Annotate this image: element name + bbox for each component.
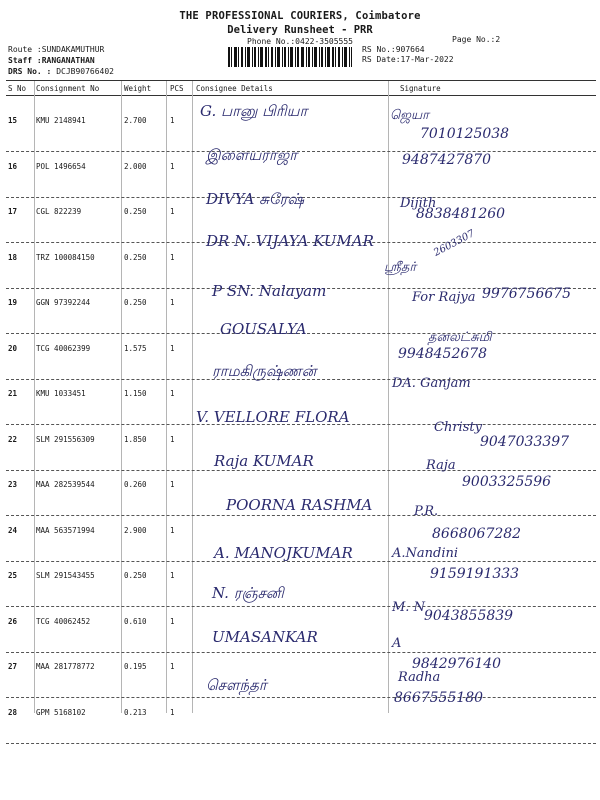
row-sno: 24 <box>8 526 18 535</box>
row-weight: 2.000 <box>124 162 147 171</box>
col-signature: Signature <box>400 84 441 93</box>
row-consignment-no: TCG 40062399 <box>36 344 91 353</box>
row-weight: 0.250 <box>124 298 147 307</box>
signature-handwriting: A <box>392 636 402 651</box>
row-sno: 17 <box>8 207 18 216</box>
phone-handwriting: 9043855839 <box>424 608 514 624</box>
phone-handwriting: 9948452678 <box>398 346 488 362</box>
drs-value: DCJB90766402 <box>56 67 114 76</box>
row-consignment-no: TRZ 100084150 <box>36 253 95 262</box>
row-sno: 22 <box>8 435 18 444</box>
row-pcs: 1 <box>170 389 175 398</box>
consignee-handwriting: DIVYA சுரேஷ் <box>206 190 305 208</box>
row-weight: 0.260 <box>124 480 147 489</box>
row-sno: 20 <box>8 344 18 353</box>
signature-handwriting: Dijith <box>400 196 437 211</box>
signature-handwriting: Radha <box>398 670 441 685</box>
col-pcs: PCS <box>170 84 184 93</box>
row-sno: 16 <box>8 162 18 171</box>
header-top-rule <box>6 80 596 81</box>
col-consignment: Consignment No <box>36 84 100 93</box>
signature-handwriting: DA. Ganjam <box>392 376 471 391</box>
header-bottom-rule <box>6 95 596 96</box>
row-sno: 23 <box>8 480 18 489</box>
row-consignment-no: KMU 2148941 <box>36 116 86 125</box>
row-weight: 0.250 <box>124 207 147 216</box>
signature-handwriting: ஜெயா <box>390 108 429 123</box>
signature-handwriting: தனலட்சுமி <box>428 330 492 345</box>
row-pcs: 1 <box>170 344 175 353</box>
signature-handwriting: ஸ்ரீதர் <box>384 260 417 275</box>
row-consignment-no: GPM 5168102 <box>36 708 86 717</box>
col-consignee: Consignee Details <box>196 84 273 93</box>
row-pcs: 1 <box>170 662 175 671</box>
signature-handwriting: A.Nandini <box>392 546 459 561</box>
consignee-handwriting: GOUSALYA <box>220 320 307 338</box>
company-name: THE PROFESSIONAL COURIERS, Coimbatore <box>179 10 421 22</box>
row-sno: 15 <box>8 116 18 125</box>
row-consignment-no: SLM 291556309 <box>36 435 95 444</box>
row-weight: 1.150 <box>124 389 147 398</box>
row-pcs: 1 <box>170 480 175 489</box>
drs-field <box>8 67 114 76</box>
signature-handwriting: P.R. <box>414 504 439 519</box>
row-sno: 26 <box>8 617 18 626</box>
row-separator <box>6 743 596 744</box>
row-pcs: 1 <box>170 571 175 580</box>
row-sno: 18 <box>8 253 18 262</box>
consignee-handwriting: UMASANKAR <box>212 628 318 646</box>
consignee-handwriting: G. பானு பிரியா <box>200 102 308 120</box>
staff-label: Staff : <box>8 56 42 65</box>
barcode <box>228 47 352 67</box>
row-sno: 21 <box>8 389 18 398</box>
consignee-handwriting: POORNA RASHMA <box>226 496 373 514</box>
row-weight: 0.610 <box>124 617 147 626</box>
phone-handwriting: 8667555180 <box>394 690 484 706</box>
phone-handwriting: 9487427870 <box>402 152 492 168</box>
consignee-handwriting: சௌந்தர் <box>206 676 267 694</box>
phone-handwriting: 2603307 <box>432 228 477 259</box>
row-weight: 1.575 <box>124 344 147 353</box>
row-sno: 27 <box>8 662 18 671</box>
consignee-handwriting: V. VELLORE FLORA <box>196 408 350 426</box>
phone-handwriting: 8668067282 <box>432 526 522 542</box>
phone-handwriting: 9159191333 <box>430 566 520 582</box>
phone-handwriting: 9047033397 <box>480 434 570 450</box>
row-weight: 0.250 <box>124 253 147 262</box>
consignee-handwriting: P SN. Nalayam <box>212 282 327 300</box>
row-pcs: 1 <box>170 708 175 717</box>
phone-handwriting: 8838481260 <box>416 206 506 222</box>
row-weight: 0.250 <box>124 571 147 580</box>
col-weight: Weight <box>124 84 152 93</box>
row-consignment-no: MAA 282539544 <box>36 480 95 489</box>
staff-field <box>8 56 95 65</box>
signature-handwriting: Christy <box>434 420 482 435</box>
rs-number: RS No.:907664 <box>362 45 425 54</box>
row-pcs: 1 <box>170 526 175 535</box>
phone-handwriting: 9976756675 <box>482 286 572 302</box>
rs-date: RS Date:17-Mar-2022 <box>362 55 454 64</box>
route-field <box>8 45 104 54</box>
row-consignment-no: POL 1496654 <box>36 162 86 171</box>
signature-handwriting: Raja <box>426 458 456 473</box>
company-phone: Phone No.:0422-3505555 <box>247 37 353 46</box>
drs-label: DRS No. : <box>8 67 52 76</box>
signature-handwriting: M. N <box>392 600 425 615</box>
row-weight: 2.900 <box>124 526 147 535</box>
row-pcs: 1 <box>170 435 175 444</box>
row-weight: 1.850 <box>124 435 147 444</box>
phone-handwriting: 9003325596 <box>462 474 552 490</box>
row-pcs: 1 <box>170 617 175 626</box>
consignee-handwriting: N. ரஞ்சனி <box>212 584 284 602</box>
row-consignment-no: SLM 291543455 <box>36 571 95 580</box>
runsheet-title: Delivery Runsheet - PRR <box>227 24 373 36</box>
row-pcs: 1 <box>170 253 175 262</box>
col-sno: S No <box>8 84 27 93</box>
row-pcs: 1 <box>170 207 175 216</box>
row-pcs: 1 <box>170 298 175 307</box>
signature-handwriting: For Rajya <box>412 290 476 305</box>
consignee-handwriting: A. MANOJKUMAR <box>214 544 353 562</box>
row-sno: 28 <box>8 708 18 717</box>
row-weight: 0.195 <box>124 662 147 671</box>
row-weight: 2.700 <box>124 116 147 125</box>
row-pcs: 1 <box>170 162 175 171</box>
route-value: SUNDAKAMUTHUR <box>41 45 105 54</box>
phone-handwriting: 7010125038 <box>420 126 510 142</box>
route-label: Route : <box>8 45 42 54</box>
phone-handwriting: 9842976140 <box>412 656 502 672</box>
consignee-handwriting: Raja KUMAR <box>214 452 314 470</box>
row-pcs: 1 <box>170 116 175 125</box>
row-consignment-no: CGL 822239 <box>36 207 82 216</box>
staff-value: RANGANATHAN <box>41 56 95 65</box>
page-number: Page No.:2 <box>452 35 501 44</box>
row-consignment-no: MAA 563571994 <box>36 526 95 535</box>
consignee-handwriting: இளையராஜா <box>206 146 298 164</box>
consignee-handwriting: DR N. VIJAYA KUMAR <box>206 232 374 250</box>
row-consignment-no: MAA 281778772 <box>36 662 95 671</box>
row-sno: 25 <box>8 571 18 580</box>
row-sno: 19 <box>8 298 18 307</box>
consignee-handwriting: ராமகிருஷ்ணன் <box>212 362 317 380</box>
row-consignment-no: TCG 40062452 <box>36 617 91 626</box>
row-weight: 0.213 <box>124 708 147 717</box>
row-consignment-no: GGN 97392244 <box>36 298 91 307</box>
row-consignment-no: KMU 1033451 <box>36 389 86 398</box>
